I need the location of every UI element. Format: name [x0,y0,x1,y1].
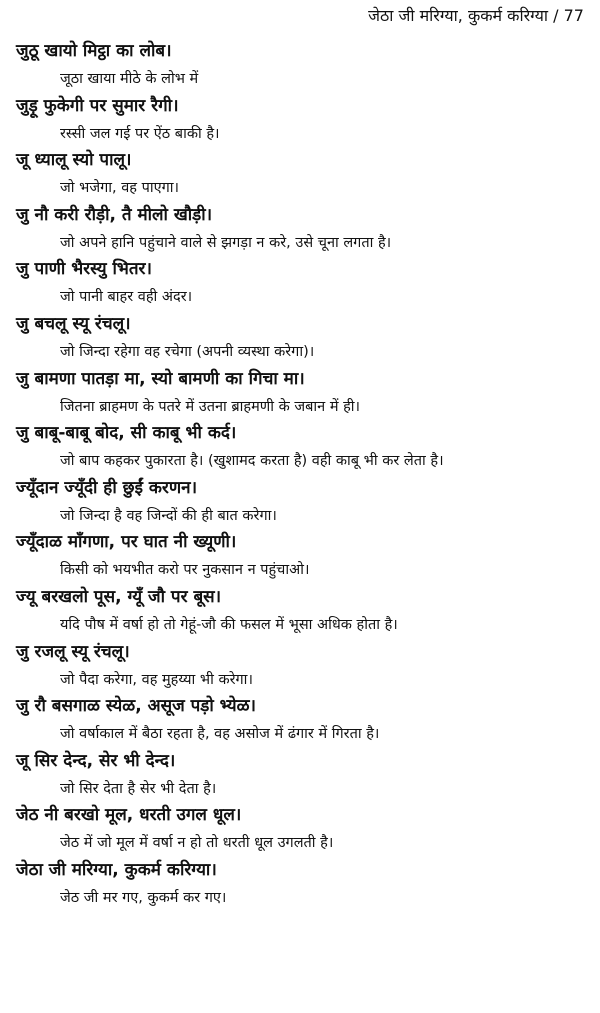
proverb-meaning: जो पैदा करेगा, वह मुहय्या भी करेगा। [60,671,253,688]
proverb-text: जु रौ बसगाळ स्येळ, असूज पड़ो भ्येळ। [16,696,256,717]
proverb-text: जु पाणी भैरस्यु भितर। [16,259,152,280]
proverb-text: जेठा जी मरिग्या, कुकर्म करिग्या। [16,859,217,880]
running-header: जेठा जी मरिग्या, कुकर्म करिग्या / 77 [368,6,584,25]
proverb-text: जु बामणा पातड़ा मा, स्यो बामणी का गिचा मा। [16,368,305,389]
proverb-text: जु बाबू-बाबू बोद, सी काबू भी कर्द। [16,423,237,444]
proverb-entry [16,475,590,530]
proverb-meaning: जो पानी बाहर वही अंदर। [60,289,193,306]
proverb-text: ज्यूँदाळ माँगणा, पर घात नी ख्यूणी। [16,532,237,553]
proverb-entry [16,366,590,421]
proverb-meaning: जो जिन्दा है वह जिन्दों की ही बात करेगा। [60,507,277,524]
proverb-entry [16,748,590,803]
proverb-meaning: जेठ में जो मूल में वर्षा न हो तो धरती धूल उगलती है। [60,835,334,852]
proverb-entry [16,529,590,584]
proverb-meaning: जितना ब्राहमण के पतरे में उतना ब्राहमणी के जबान में ही। [60,398,361,415]
proverb-text: जू सिर देन्द, सेर भी देन्द। [16,750,176,771]
proverb-entry [16,802,590,857]
proverb-meaning: जो अपने हानि पहुंचाने वाले से झगड़ा न करे, उसे चूना लगता है। [60,234,392,251]
proverb-entry [16,639,590,694]
proverb-text: ज्यू बरखलो पूस, ग्यूँ जौ पर बूस। [16,586,222,607]
proverb-meaning: जो वर्षाकाल में बैठा रहता है, वह असोज में ढंगार में गिरता है। [60,726,380,743]
proverb-meaning: जेठ जी मर गए, कुकर्म कर गए। [60,889,227,906]
proverb-entry [16,38,590,93]
proverb-text: ज्यूँदान ज्यूँदी ही छुईं करणन। [16,477,198,498]
proverb-text: जु नौ करी रौड़ी, तै मीलो खौड़ी। [16,204,213,225]
proverb-meaning: रस्सी जल गई पर ऐंठ बाकी है। [60,125,220,142]
proverb-entry [16,202,590,257]
proverb-text: जू ध्यालू स्यो पालू। [16,150,132,171]
proverb-entry [16,584,590,639]
proverb-entry [16,311,590,366]
proverb-meaning: किसी को भयभीत करो पर नुकसान न पहुंचाओ। [60,562,310,579]
proverb-meaning: जो सिर देता है सेर भी देता है। [60,780,217,797]
proverb-entry [16,420,590,475]
proverb-meaning: जो भजेगा, वह पाएगा। [60,180,180,197]
proverb-text: जेठ नी बरखो मूल, धरती उगल धूल। [16,805,242,826]
proverb-meaning: जो जिन्दा रहेगा वह रचेगा (अपनी व्यस्था करेगा)। [60,343,315,360]
proverb-entry [16,857,590,912]
proverb-text: जुठू खायो मिट्ठा का लोब। [16,41,172,61]
proverb-entry [16,93,590,148]
proverb-entry [16,256,590,311]
proverb-meaning: यदि पौष में वर्षा हो तो गेहूं-जौ की फसल में भूसा अधिक होता है। [60,616,398,633]
proverb-text: जुड़ू फुकेगी पर सुमार रैगी। [16,95,179,116]
proverb-meaning: जूठा खाया मीठे के लोभ में [60,71,199,87]
proverb-text: जु बचलू स्यू रंचलू। [16,313,131,334]
proverb-text: जु रजलू स्यू रंचलू। [16,641,130,662]
proverb-entry [16,693,590,748]
proverb-list [16,38,590,912]
proverb-meaning: जो बाप कहकर पुकारता है। (खुशामद करता है) वही काबू भी कर लेता है। [60,453,444,470]
proverb-entry [16,147,590,202]
